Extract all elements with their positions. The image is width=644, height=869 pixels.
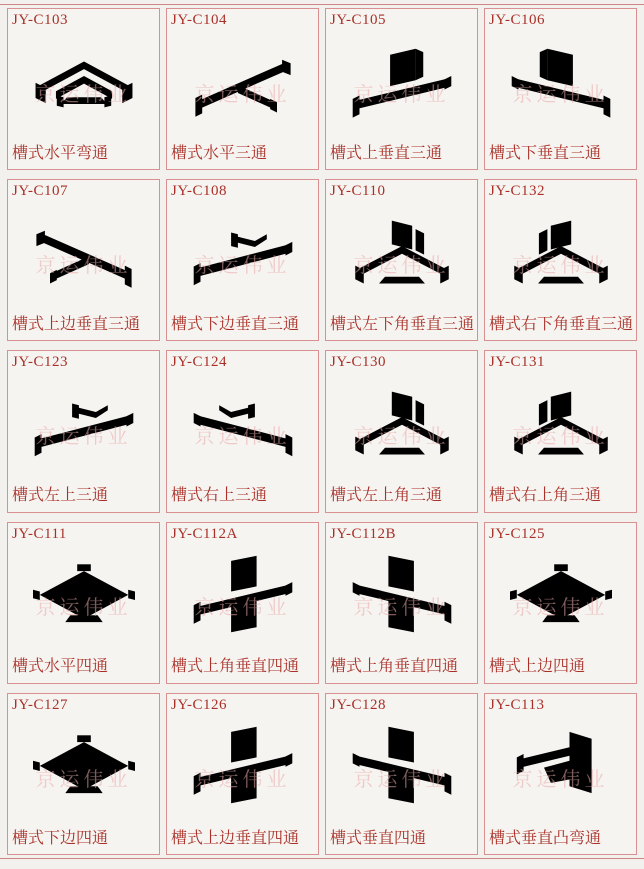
watermark-text: 京运伟业 [35,426,132,449]
catalog-cell [484,179,637,341]
watermark-text: 京运伟业 [194,768,291,791]
bottom-rule [0,858,644,859]
elbow-v-icon [497,720,625,822]
product-code: JY-C125 [489,525,546,542]
product-code: JY-C103 [12,12,69,28]
cross-v-icon [338,720,466,822]
tee-h-icon [179,36,307,138]
product-code: JY-C127 [12,696,69,713]
cross-v-icon [179,720,307,822]
product-code: JY-C107 [12,183,69,200]
product-code: JY-C132 [489,183,546,200]
product-label: 槽式垂直四通 [330,829,427,847]
product-label: 槽式上边垂直三通 [12,316,141,333]
product-label: 槽式左上角三通 [330,487,443,505]
product-code: JY-C112B [330,525,396,542]
catalog-cell [484,8,637,170]
product-label: 槽式下垂直三通 [489,144,602,162]
product-code: JY-C124 [171,354,228,371]
product-label: 槽式水平四通 [12,658,109,676]
catalog-cell [325,8,478,170]
watermark-text: 京运伟业 [194,426,291,449]
catalog-cell [325,350,478,512]
product-label: 槽式垂直凸弯通 [489,829,602,847]
product-code: JY-C106 [489,12,546,28]
watermark-text: 京运伟业 [194,597,291,620]
product-label: 槽式上角垂直四通 [330,658,459,676]
cross-v-icon [338,549,466,651]
product-code: JY-C112A [171,525,238,542]
watermark-text: 京运伟业 [512,768,609,791]
product-code: JY-C128 [330,696,387,713]
catalog-cell [325,522,478,684]
drawing-area [167,542,318,658]
product-label: 槽式右下角垂直三通 [489,316,634,333]
watermark-text: 京运伟业 [512,426,609,449]
drawing-area [326,200,477,316]
product-label: 槽式右上三通 [171,487,268,505]
product-label: 槽式水平三通 [171,144,268,162]
product-code: JY-C131 [489,354,546,371]
product-label: 槽式下边垂直三通 [171,316,300,333]
drawing-area [167,29,318,145]
product-label: 槽式上角垂直四通 [171,658,300,676]
drawing-area [485,371,636,487]
tee-corner-icon [497,378,625,480]
drawing-area [485,713,636,829]
product-label: 槽式上边垂直四通 [171,829,300,847]
product-label: 槽式下边四通 [12,829,109,847]
product-code: JY-C123 [12,354,69,371]
catalog-cell [7,693,160,855]
catalog-cell [325,693,478,855]
drawing-area [326,713,477,829]
catalog-cell [166,522,319,684]
cross-h-icon [20,720,148,822]
drawing-area [8,371,159,487]
drawing-area [8,200,159,316]
product-label: 槽式水平弯通 [12,144,109,162]
tee-v-icon [497,36,625,138]
product-code: JY-C113 [489,696,545,713]
watermark-text: 京运伟业 [35,768,132,791]
catalog-cell [166,179,319,341]
catalog-cell [7,350,160,512]
product-label: 槽式上垂直三通 [330,144,443,162]
tee-corner-icon [338,207,466,309]
tee-top-icon [179,378,307,480]
drawing-area [485,200,636,316]
catalog-cell [166,8,319,170]
tee-corner-icon [338,378,466,480]
cross-h-icon [497,549,625,651]
watermark-text: 京运伟业 [512,255,609,278]
tee-top-icon [179,207,307,309]
catalog-grid [7,8,637,855]
product-code: JY-C130 [330,354,387,371]
watermark-text: 京运伟业 [35,255,132,278]
tee-corner-icon [497,207,625,309]
drawing-area [167,713,318,829]
tee-h-icon [20,207,148,309]
elbow-h-icon [20,36,148,138]
drawing-area [167,371,318,487]
drawing-area [326,542,477,658]
watermark-text: 京运伟业 [353,255,450,278]
drawing-area [8,542,159,658]
catalog-cell [7,8,160,170]
watermark-text: 京运伟业 [353,83,450,106]
tee-top-icon [20,378,148,480]
product-label: 槽式右上角三通 [489,487,602,505]
product-code: JY-C105 [330,12,387,28]
watermark-text: 京运伟业 [194,255,291,278]
product-code: JY-C126 [171,696,228,713]
catalog-cell [7,179,160,341]
drawing-area [485,542,636,658]
product-code: JY-C108 [171,183,228,200]
cross-v-icon [179,549,307,651]
watermark-text: 京运伟业 [353,426,450,449]
product-label: 槽式左上三通 [12,487,109,505]
drawing-area [8,713,159,829]
top-rule [0,4,644,5]
product-code: JY-C110 [330,183,386,200]
catalog-cell [484,350,637,512]
drawing-area [485,29,636,145]
product-code: JY-C104 [171,12,228,28]
catalog-cell [7,522,160,684]
catalog-cell [325,179,478,341]
watermark-text: 京运伟业 [353,597,450,620]
watermark-text: 京运伟业 [35,83,132,106]
product-label: 槽式左下角垂直三通 [330,316,475,333]
tee-v-icon [338,36,466,138]
product-code: JY-C111 [12,525,67,542]
watermark-text: 京运伟业 [353,768,450,791]
watermark-text: 京运伟业 [512,83,609,106]
drawing-area [8,29,159,145]
drawing-area [326,371,477,487]
catalog-cell [484,693,637,855]
product-label: 槽式上边四通 [489,658,586,676]
drawing-area [167,200,318,316]
catalog-cell [166,350,319,512]
drawing-area [326,29,477,145]
watermark-text: 京运伟业 [194,83,291,106]
watermark-text: 京运伟业 [35,597,132,620]
watermark-text: 京运伟业 [512,597,609,620]
cross-h-icon [20,549,148,651]
catalog-cell [166,693,319,855]
catalog-cell [484,522,637,684]
